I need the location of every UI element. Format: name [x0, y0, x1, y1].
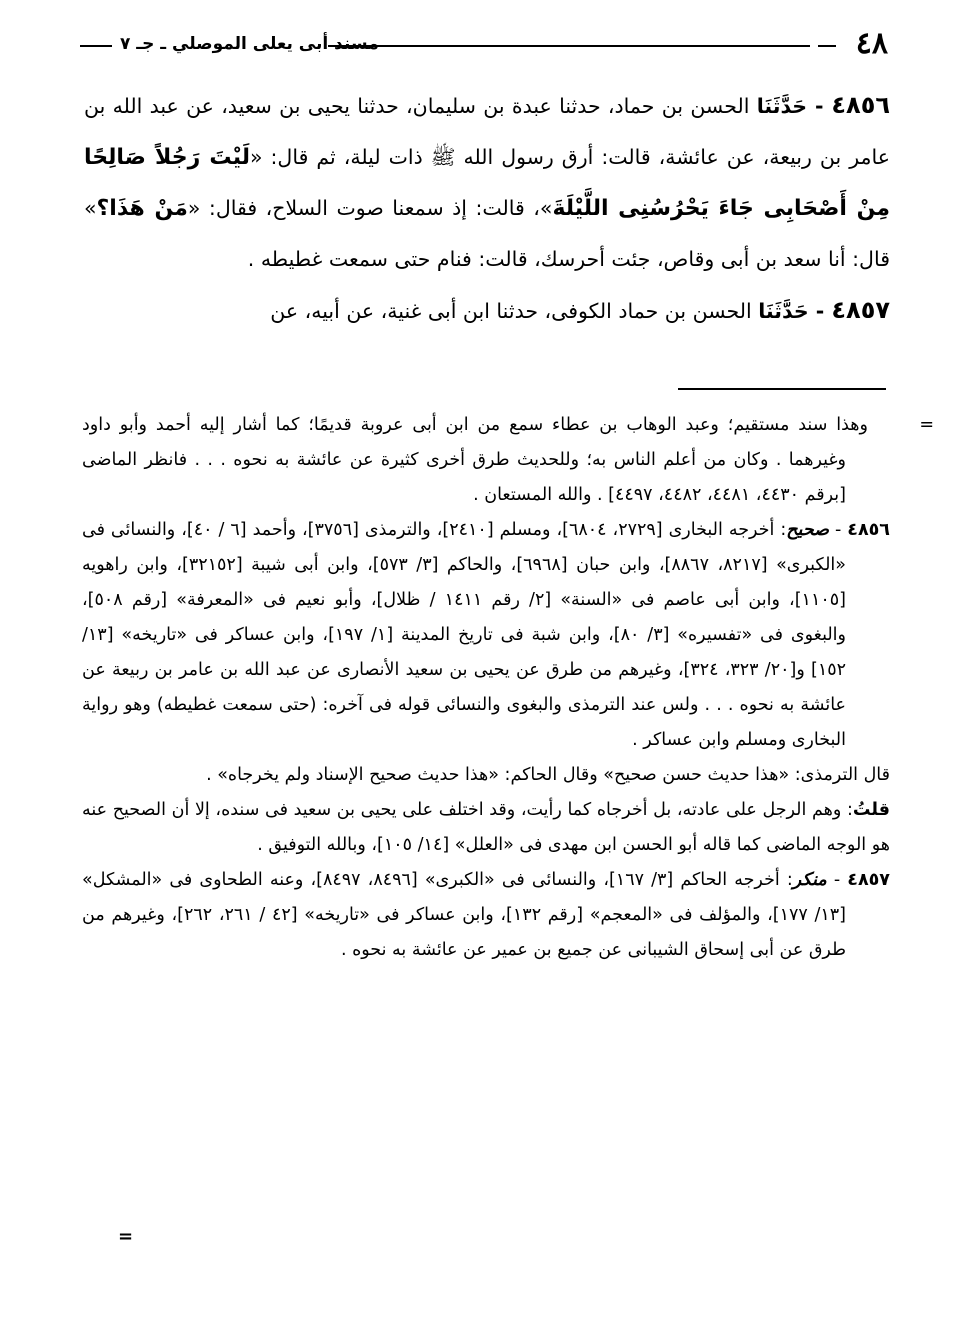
qult-label: قلتُ — [852, 800, 890, 820]
footnote-text: : أخرجه الحاكم [٣/ ١٦٧]، والنسائى فى «الكبرى» [٨٤٩٦، ٨٤٩٧]، وعنه الطحاوى فى «المشكل» [١٣/ ١٧٧]، والمؤلف فى «المعجم» [رقم ١٣٢]، وابن عساكر فى «تاريخه» [٤٢ / ٢٦١، ٢٦٢]، وغيرهم من طرق عن أبى إسحاق الشيبانى عن جميع بن عمير عن عائشة به نحوه . — [82, 870, 846, 960]
footnote-dash: - — [826, 870, 848, 890]
header-dash-left — [80, 45, 112, 47]
book-title: مسند أبى يعلى الموصلي ـ جـ ٧ — [120, 34, 379, 54]
footnote-4856 — [82, 513, 890, 758]
continuation-marker: = — [919, 415, 934, 435]
hadith-text: » قال: أنا سعد بن أبى وقاص، جئت أحرسك، قالت: فنام حتى سمعت غطيطه . — [84, 196, 890, 271]
hadith-text: الحسن بن حماد الكوفى، حدثنا ابن أبى غنية، عن أبيه، عن — [270, 299, 759, 323]
footnote-text: قال الترمذى: «هذا حديث حسن صحيح» وقال الحاكم: «هذا حديث صحيح الإسناد ولم يخرجاه» . — [206, 765, 890, 785]
footnote-dash: - — [828, 520, 848, 540]
hadith-text: »، قالت: إذ سمعنا صوت السلاح، فقال: « — [187, 196, 553, 220]
hadith-headword: حَدَّثَنَا — [758, 299, 809, 323]
footnote-number: ٤٨٥٦ — [847, 520, 890, 540]
footnote-separator — [678, 388, 886, 390]
footnotes — [82, 408, 934, 968]
hadith-headword: حَدَّثَنَا — [756, 94, 808, 118]
footnote-text: : أخرجه البخارى [٢٧٢٩، ٦٨٠٤]، ومسلم [٢٤١٠]، والترمذى [٣٧٥٦]، وأحمد [٦ / ٤٠]، والنسائى فى «الكبرى» [٨٢١٧، ٨٨٦٧]، وابن حبان [٦٩٦٨]، والحاكم [٣/ ٥٧٣]، وابن أبى شيبة [٣٢١٥٢]، وابن راهويه [١١٠٥]، وابن أبى عاصم فى «السنة» [٢/ رقم ١٤١١ / ظلال]، وأبو نعيم فى «المعرفة» [رقم ٥٠٨]، والبغوى فى «تفسيره» [٣/ ٨٠]، وابن شبة فى تاريخ المدينة [١/ ١٩٧]، وابن عساكر فى «تاريخه» [١٣/ ١٥٢] و[٢٠/ ٣٢٣، ٣٢٤]، وغيرهم من طرق عن يحيى بن سعيد الأنصارى عن عبد الله بن عامر بن ربيعة عن عائشة به نحوه . . . ولس عند الترمذى والبغوى والنسائى قوله فى آخره: (حتى سمعت غطيطه) وهو رواية البخارى ومسلم وابن عساكر . — [82, 520, 847, 750]
footnote-continuation — [82, 408, 934, 513]
hadith-dash: - — [807, 94, 832, 118]
hadith-dash: - — [808, 299, 832, 323]
hadith-number: ٤٨٥٦ — [831, 91, 890, 119]
prophetic-quote: مَنْ هَذَا؟ — [96, 196, 188, 221]
tirmidhi-remark — [82, 758, 890, 793]
hadith-4856 — [84, 80, 890, 285]
footnote-grade: منكر — [792, 870, 827, 890]
main-text — [84, 80, 890, 337]
footnote-text: : وهم الرجل على عادته، بل أخرجاه كما رأيت، وقد اختلف على يحيى بن سعيد فى سنده، إلا أن الصحيح عنه هو الوجه الماضى كما قاله أبو الحسن ابن مهدى فى «العلل» [١٤/ ١٠٥]، وبالله التوفيق . — [82, 800, 890, 855]
running-header — [80, 24, 888, 64]
hadith-4857 — [84, 285, 890, 337]
hadith-text: الحسن بن حماد، حدثنا عبدة بن سليمان، حدثنا يحيى بن سعيد، عن عبد الله بن عامر بن ربيعة، عن عائشة، قالت: أرق رسول الله ﷺ ذات ليلة، ثم قال: « — [84, 94, 890, 169]
hadith-number: ٤٨٥٧ — [831, 296, 890, 324]
author-comment — [82, 793, 890, 863]
footnote-4857 — [82, 863, 890, 968]
page-number: ٤٨ — [855, 26, 888, 61]
prophetic-quote: لَيْتَ رَجُلاً صَالِحًا مِنْ أَصْحَابِى جَاءَ يَحْرُسُنِى اللَّيْلَةَ — [84, 145, 890, 221]
footnote-number: ٤٨٥٧ — [847, 870, 890, 890]
continued-marker: = — [118, 1226, 134, 1247]
footnote-grade: صحيح — [786, 520, 829, 540]
footnote-text: وهذا سند مستقيم؛ وعبد الوهاب بن عطاء سمع من ابن أبى عروبة قديمًا؛ كما أشار إليه أحمد وأبو داود وغيرهما . وكان من أعلم الناس به؛ وللحديث طرق أخرى كثيرة عن عائشة به نحوه . . . فانظر الماضى [برقم ٤٤٣٠، ٤٤٨١، ٤٤٨٢، ٤٤٩٧] . والله المستعان . — [82, 415, 868, 505]
header-dash-right — [818, 45, 836, 47]
header-rule — [328, 45, 810, 47]
